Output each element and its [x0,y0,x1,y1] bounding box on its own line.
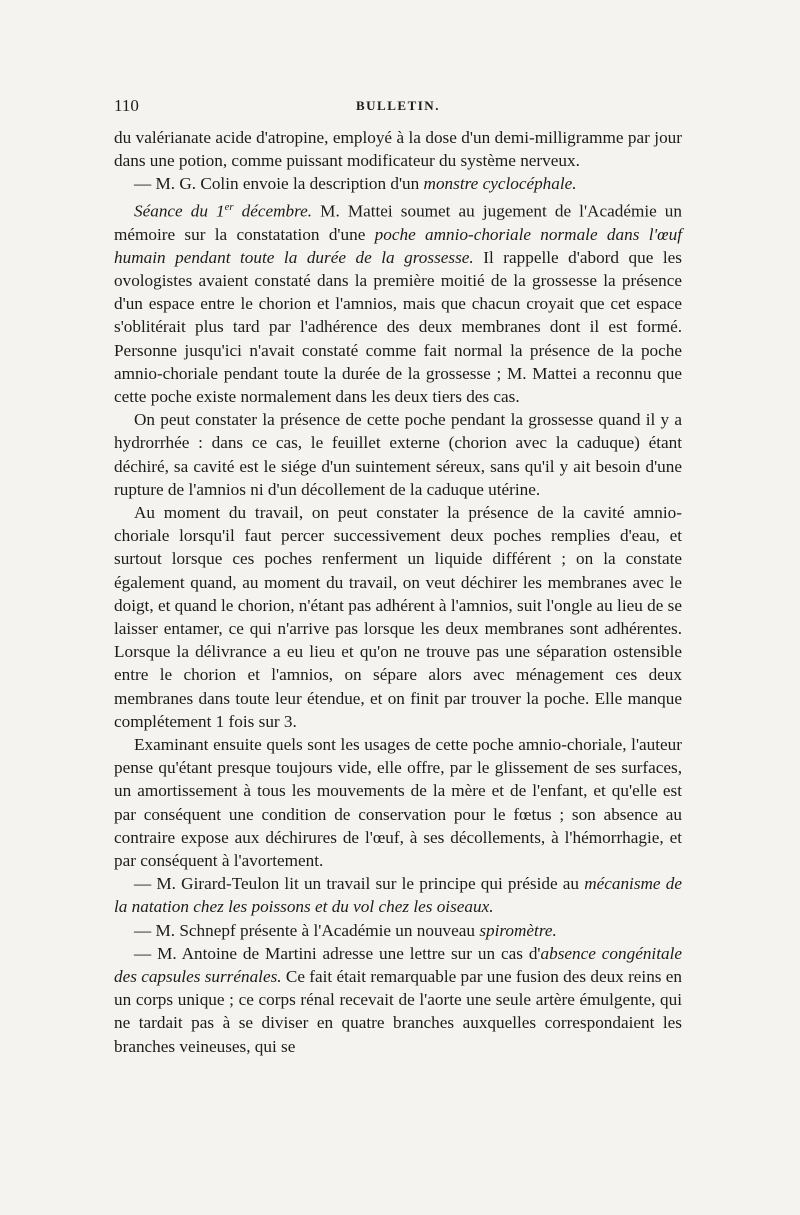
paragraph-7 [114,872,682,918]
paragraph-2 [114,172,682,195]
text-segment: du valérianate acide d'atropine, employé à la dose d'un demi-milligramme par jour dans une potion, comme puissant modificateur du système nerveux. [114,128,682,171]
paragraph-5 [114,501,682,733]
page-number: 110 [114,96,139,115]
text-segment: — M. Schnepf présente à l'Académie un nouveau [134,920,480,940]
text-segment: On peut constater la présence de cette poche pendant la grossesse quand il y a hydrorrhée : dans ce cas, le feuillet externe (chorion avec la caduque) étant déchiré, sa cavité est le siége d'un suintement séreux, sans qu'il y ait besoin d'une rupture de l'amnios ni d'un décollement de la caduque utérine. [114,410,682,499]
text-segment: absence congénitale des capsules surrénales. [114,943,682,987]
paragraph-8 [114,919,682,942]
text-segment: décembre. [233,201,313,221]
paragraph-6 [114,733,682,872]
paragraph-1 [114,126,682,172]
text-segment: Au moment du travail, on peut constater la présence de la cavité amnio-choriale lorsqu'il faut percer successivement deux poches remplies d'eau, et surtout lorsque ces poches renferment un liquide différent ; on la constate également quand, au moment du travail, on veut déchirer les membranes avec le doigt, et quand le chorion, n'étant pas adhérent à l'amnios, suit l'ongle au lieu de se laisser entamer, ce qui n'arrive pas lorsque les deux membranes sont adhérentes. Lorsque la délivrance a eu lieu et qu'on ne trouve pas une séparation ostensible entre le chorion et l'amnios, on sépare alors avec ménagement ces deux membranes dans toute leur étendue, et on finit par trouver la poche. Elle manque complétement 1 fois sur 3. [114,502,682,731]
text-segment: er [224,201,234,213]
text-segment: Ce fait était remarquable par une fusion des deux reins en un corps unique ; ce corps rénal recevait de l'aorte une seule artère émulgente, qui ne tardait pas à se diviser en quatre branches auxquelles correspondaient les branches veineuses, qui se [114,967,683,1056]
text-segment: Examinant ensuite quels sont les usages de cette poche amnio-choriale, l'auteur pense qu'étant presque toujours vide, elle offre, par le glissement de ses surfaces, un amortissement à tous les mouvements de la mère et de l'enfant, et qu'elle est par conséquent une condition de conservation pour le fœtus ; son absence au contraire expose aux déchirures de l'œuf, à ses décollements, à l'hémorrhagie, et par conséquent à l'avortement. [114,735,682,871]
text-segment: monstre cyclocéphale. [423,174,577,194]
text-segment: spiromètre. [479,920,557,940]
paragraph-4 [114,408,682,501]
paragraph-3 [114,196,682,409]
text-segment: — M. Antoine de Martini adresse une lettre sur un cas d' [134,943,541,963]
text-segment: M. Mattei soumet au jugement de l'Académie un mémoire sur la constatation d'une [114,201,682,244]
paragraph-9 [114,942,682,1058]
text-segment: Il rappelle d'abord que les ovologistes avaient constaté dans la première moitié de la grossesse la présence d'un espace entre le chorion et l'amnios, mais que chacun croyait que cet espace s'oblitérait plus tard par l'adhérence des deux membranes dont il est formé. Personne jusqu'ici n'avait constaté comme fait normal la présence de la poche amnio-choriale pendant toute la durée de la grossesse ; M. Mattei a reconnu que cette poche existe normalement dans les deux tiers des cas. [114,247,682,406]
text-segment: poche amnio-choriale normale dans l'œuf humain pendant toute la durée de la grossesse. [114,224,682,267]
text-segment: — M. Girard-Teulon lit un travail sur le principe qui préside au [134,874,585,894]
running-title: BULLETIN. [356,98,440,113]
body-text [114,126,682,1058]
text-segment: mécanisme de la natation chez les poissons et du vol chez les oiseaux. [114,874,682,917]
book-page [114,96,682,1156]
running-head [114,96,682,126]
text-segment: — M. G. Colin envoie la description d'un [134,174,424,194]
text-segment: Séance du 1 [134,201,225,221]
